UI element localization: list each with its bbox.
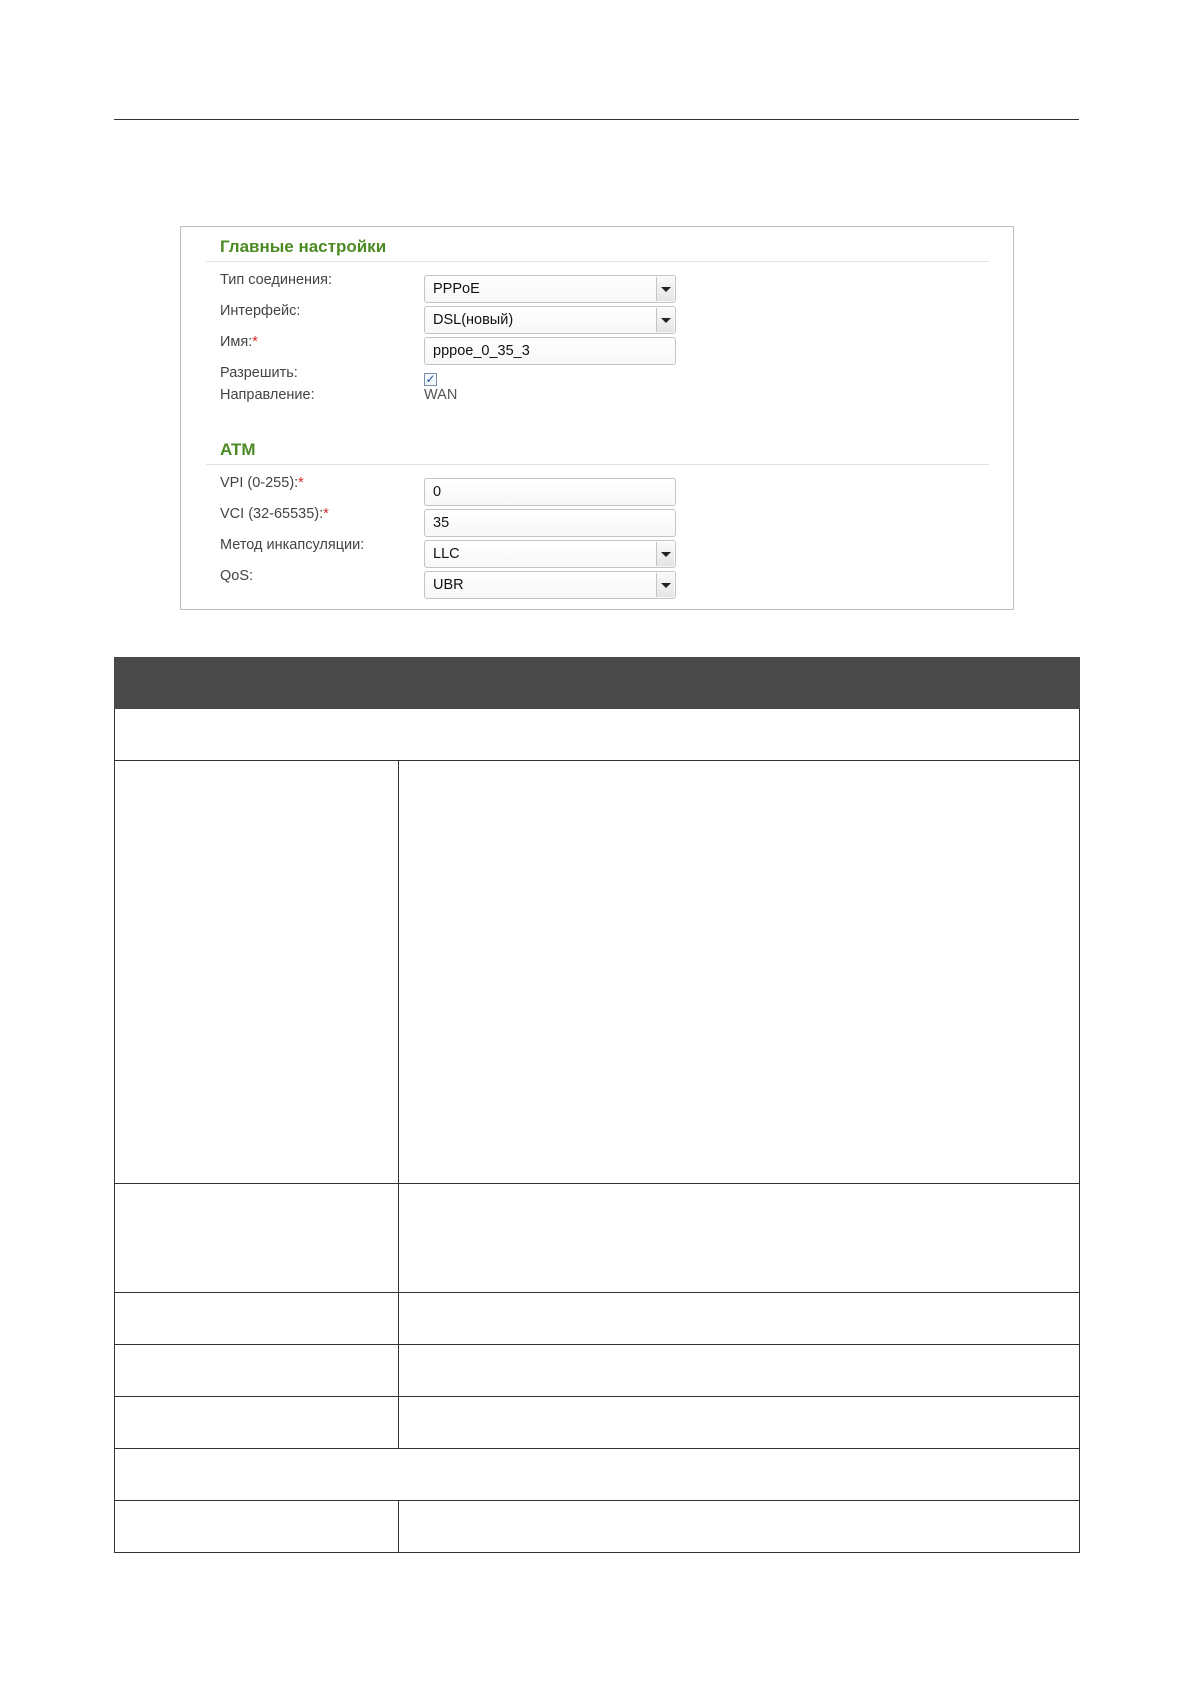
vpi-input[interactable]: 0 [424,478,676,506]
qos-value: UBR [433,577,464,593]
encapsulation-select[interactable] [424,540,676,568]
table-section-row [114,1449,1080,1501]
parameters-table [114,657,1080,1553]
vpi-label [220,475,304,491]
chevron-down-icon[interactable] [656,277,674,301]
vci-label-text: VCI (32-65535): [220,506,324,522]
required-mark: * [298,475,304,491]
column-divider [398,1501,399,1552]
connection-type-value: PPPoE [433,281,480,297]
column-divider [398,1397,399,1448]
table-row [114,761,1080,1184]
atm-section-title: ATM [220,440,256,459]
section-divider [206,261,989,262]
vci-label [220,506,329,522]
table-row [114,1293,1080,1345]
table-header [114,657,1080,709]
table-row [114,1184,1080,1293]
table-row [114,1501,1080,1553]
name-input[interactable]: pppoe_0_35_3 [424,337,676,365]
vpi-label-text: VPI (0-255): [220,475,299,491]
table-section-row [114,709,1080,761]
interface-value: DSL(новый) [433,312,514,328]
table-row [114,1397,1080,1449]
qos-label: QoS: [220,568,254,584]
enable-label: Разрешить: [220,365,298,381]
direction-value: WAN [424,387,458,403]
name-label-text: Имя: [220,334,253,350]
encapsulation-value: LLC [433,546,460,562]
page-header-rule [114,119,1079,120]
direction-label: Направление: [220,387,315,403]
column-divider [398,1345,399,1396]
column-divider [398,1184,399,1292]
name-label [220,334,258,350]
table-row [114,1345,1080,1397]
enable-checkbox[interactable]: ✓ [425,372,436,386]
column-divider [398,761,399,1183]
chevron-down-icon[interactable] [656,573,674,597]
interface-select[interactable] [424,306,676,334]
required-mark: * [323,506,329,522]
connection-settings-panel [180,226,1014,610]
connection-type-label: Тип соединения: [220,272,333,288]
required-mark: * [252,334,258,350]
encapsulation-label: Метод инкапсуляции: [220,537,365,553]
connection-type-select[interactable] [424,275,676,303]
interface-label: Интерфейс: [220,303,301,319]
chevron-down-icon[interactable] [656,542,674,566]
main-settings-title: Главные настройки [220,237,387,256]
vci-input[interactable]: 35 [424,509,676,537]
column-divider [398,1293,399,1344]
section-divider [206,464,989,465]
qos-select[interactable] [424,571,676,599]
chevron-down-icon[interactable] [656,308,674,332]
